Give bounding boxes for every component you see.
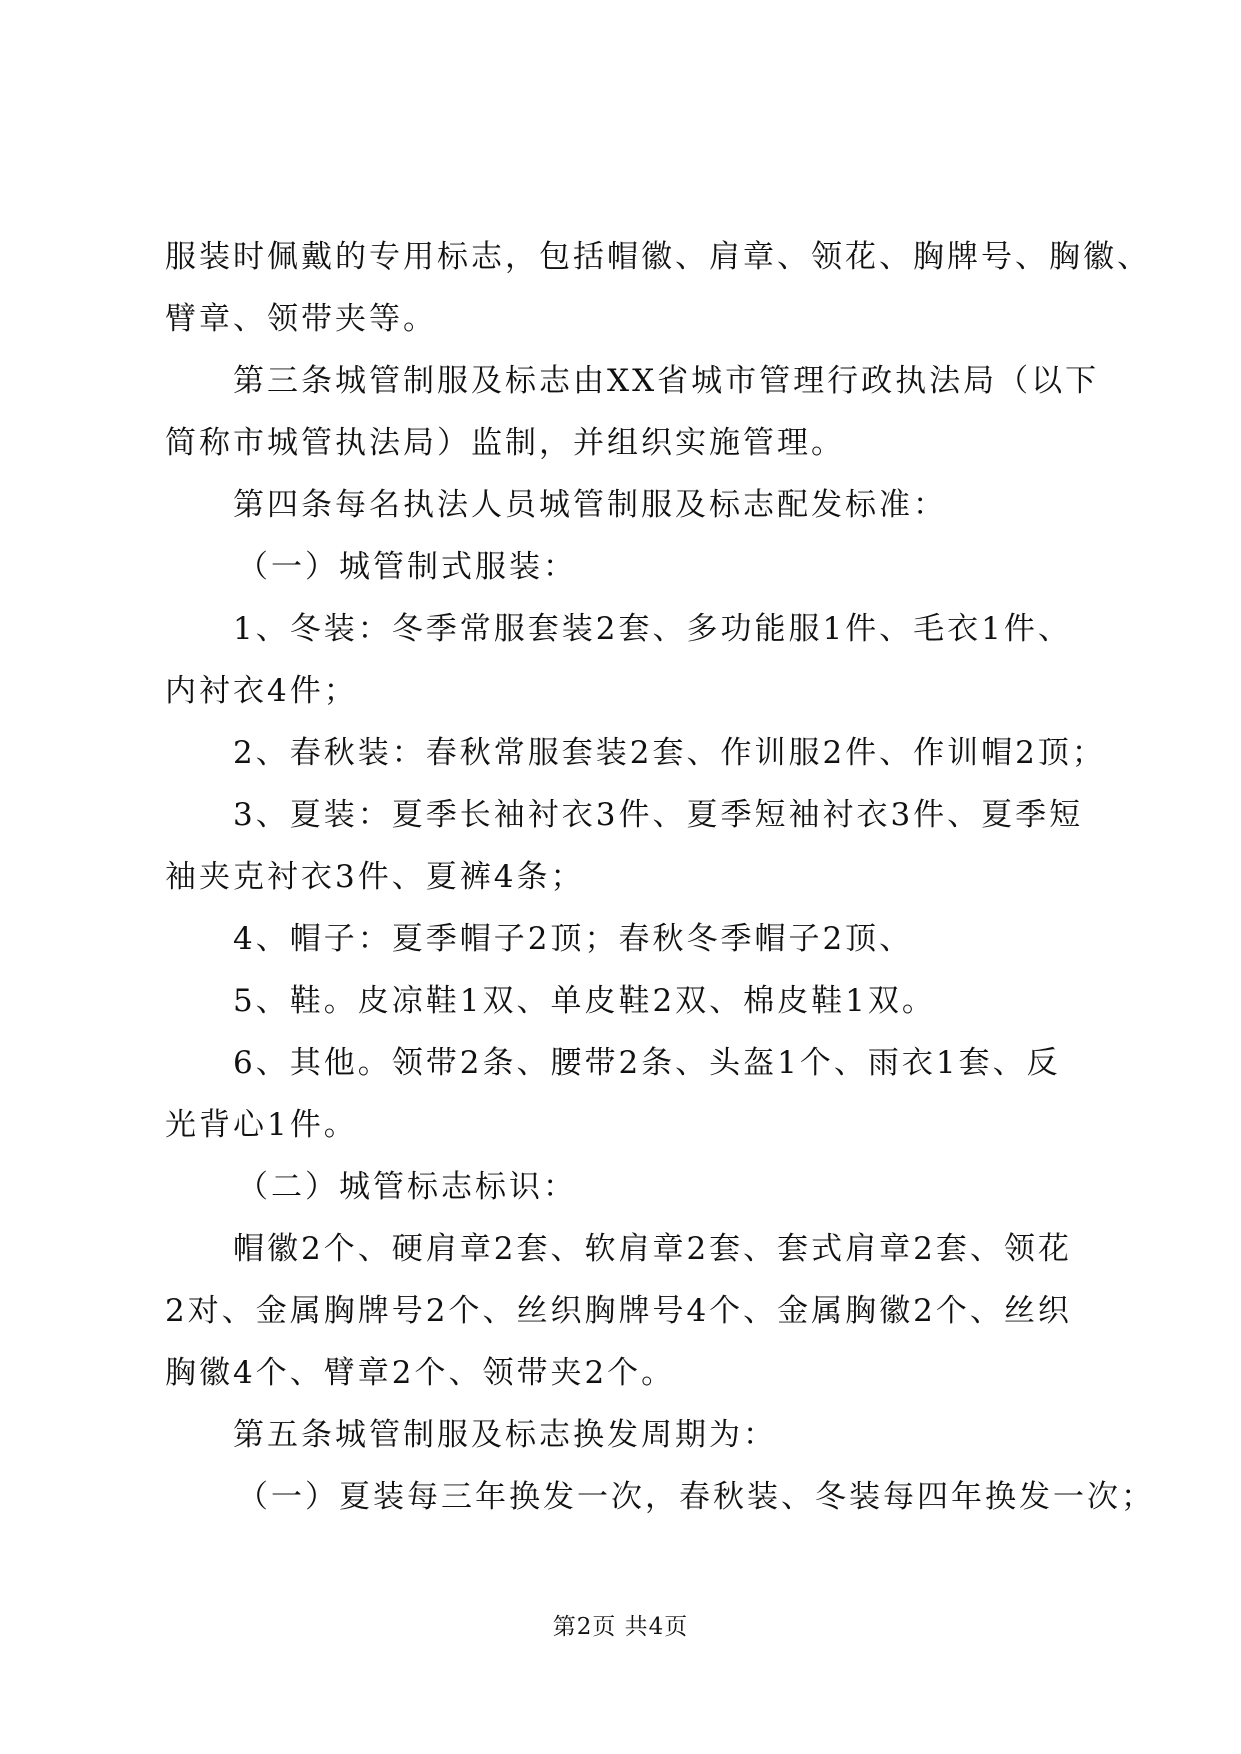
article-5-line: 第五条城管制服及标志换发周期为： [233, 1417, 777, 1453]
text-line: 内衬衣4件； [165, 673, 358, 709]
section-heading-uniforms: （一）城管制式服装： [237, 549, 577, 585]
text-line: 光背心1件。 [165, 1107, 358, 1143]
article-4-line: 第四条每名执法人员城管制服及标志配发标准： [233, 487, 947, 523]
list-item: 4、帽子：夏季帽子2顶；春秋冬季帽子2顶、 [233, 921, 914, 957]
list-item: 3、夏装：夏季长袖衬衣3件、夏季短袖衬衣3件、夏季短 [233, 797, 1084, 833]
text-line: 臂章、领带夹等。 [165, 301, 437, 337]
list-item: （一）夏装每三年换发一次，春秋装、冬装每四年换发一次； [237, 1479, 1155, 1515]
text-line: 帽徽2个、硬肩章2套、软肩章2套、套式肩章2套、领花 [233, 1231, 1072, 1267]
text-line: 袖夹克衬衣3件、夏裤4条； [165, 859, 585, 895]
document-body [165, 226, 1155, 1528]
list-item: 1、冬装：冬季常服套装2套、多功能服1件、毛衣1件、 [233, 611, 1072, 647]
text-line: 2对、金属胸牌号2个、丝织胸牌号4个、金属胸徽2个、丝织 [165, 1293, 1072, 1329]
text-line: 简称市城管执法局）监制，并组织实施管理。 [165, 425, 845, 461]
section-heading-insignia: （二）城管标志标识： [237, 1169, 577, 1205]
text-line: 服装时佩戴的专用标志，包括帽徽、肩章、领花、胸牌号、胸徽、 [165, 239, 1151, 275]
article-3-line: 第三条城管制服及标志由XX省城市管理行政执法局（以下 [233, 363, 1100, 399]
list-item: 6、其他。领带2条、腰带2条、头盔1个、雨衣1套、反 [233, 1045, 1061, 1081]
text-line: 胸徽4个、臂章2个、领带夹2个。 [165, 1355, 676, 1391]
list-item: 5、鞋。皮凉鞋1双、单皮鞋2双、棉皮鞋1双。 [233, 983, 936, 1019]
page-footer: 第2页 共4页 [552, 1614, 689, 1640]
list-item: 2、春秋装：春秋常服套装2套、作训服2件、作训帽2顶； [233, 735, 1106, 771]
